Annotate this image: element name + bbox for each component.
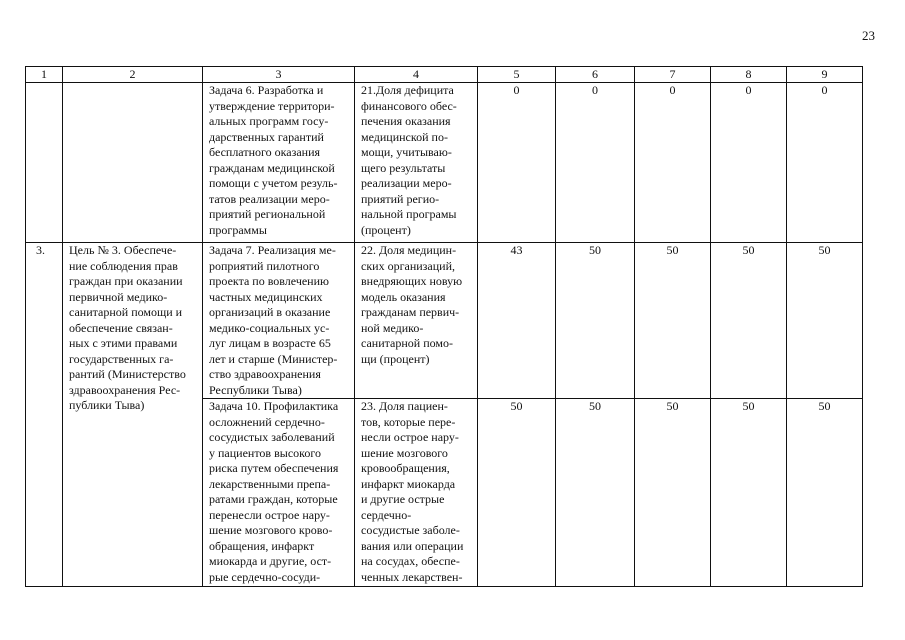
task-cell <box>203 83 355 243</box>
column-header: 9 <box>787 67 863 83</box>
value-cell: 50 <box>787 399 863 587</box>
value-cell: 0 <box>556 83 635 243</box>
goal-cell <box>63 243 203 587</box>
column-header: 1 <box>26 67 63 83</box>
column-header: 5 <box>478 67 556 83</box>
value-cell: 50 <box>787 243 863 399</box>
task-text: Задача 10. Профилактика осложнений сердечно- сосудистых заболеваний у пациентов высокого риска путем обеспечения лекарственными препа- ратами граждан, которые перенесли острое нару- шение мозгового крово- обращения, инфаркт миокарда и другие, ост- рые сердечно-сосуди- <box>209 399 339 584</box>
goal-cell <box>63 83 203 243</box>
indicator-cell <box>355 399 478 587</box>
goal-text: Цель № 3. Обеспече- ние соблюдения прав граждан при оказании первичной медико- санитарной помощи и обеспечение связан- ных с этими правами государственных га- рантий (Министерство здравоохранения Рес- публики Тыва) <box>69 243 186 412</box>
column-header: 4 <box>355 67 478 83</box>
task-text: Задача 6. Разработка и утверждение территори- альных программ госу- дарственных гарантий бесплатного оказания гражданам медицинской помощи с учетом резуль- татов реализации меро- приятий региональной программы <box>209 83 338 237</box>
value-cell: 50 <box>556 399 635 587</box>
value-cell: 50 <box>556 243 635 399</box>
column-header: 3 <box>203 67 355 83</box>
header-row <box>26 67 863 83</box>
column-header: 7 <box>635 67 711 83</box>
value-cell: 0 <box>478 83 556 243</box>
indicators-table <box>25 66 863 587</box>
table-row <box>26 83 863 243</box>
value-cell: 43 <box>478 243 556 399</box>
value-cell: 0 <box>787 83 863 243</box>
indicator-text: 21.Доля дефицита финансового обес- печения оказания медицинской по- мощи, учитываю- щего результаты реализации меро- приятий регио- нальной програмы (процент) <box>361 83 457 237</box>
column-header: 2 <box>63 67 203 83</box>
task-text: Задача 7. Реализация ме- роприятий пилотного проекта по вовлечению частных медицинских организаций в оказание медико-социальных ус- луг лицам в возрасте 65 лет и старше (Министер- ство здравоохранения Республики Тыва) <box>209 243 338 397</box>
page-number: 23 <box>862 28 875 43</box>
column-header: 8 <box>711 67 787 83</box>
value-cell: 50 <box>635 243 711 399</box>
indicator-cell <box>355 243 478 399</box>
value-cell: 0 <box>635 83 711 243</box>
task-cell <box>203 243 355 399</box>
row-index-cell: 3. <box>26 243 63 587</box>
table-row <box>26 243 863 399</box>
value-cell: 50 <box>478 399 556 587</box>
column-header: 6 <box>556 67 635 83</box>
row-index-cell <box>26 83 63 243</box>
task-cell <box>203 399 355 587</box>
value-cell: 50 <box>711 243 787 399</box>
indicator-cell <box>355 83 478 243</box>
indicator-text: 22. Доля медицин- ских организаций, внедряющих новую модель оказания гражданам первич- ной медико- санитарной помо- щи (процент) <box>361 243 463 366</box>
indicator-text: 23. Доля пациен- тов, которые пере- несли острое нару- шение мозгового кровообращения, инфаркт миокарда и другие острые сердечно- сосудистые заболе- вания или операции на сосудах, обеспе- ченных лекарствен- <box>361 399 464 584</box>
value-cell: 0 <box>711 83 787 243</box>
value-cell: 50 <box>711 399 787 587</box>
value-cell: 50 <box>635 399 711 587</box>
